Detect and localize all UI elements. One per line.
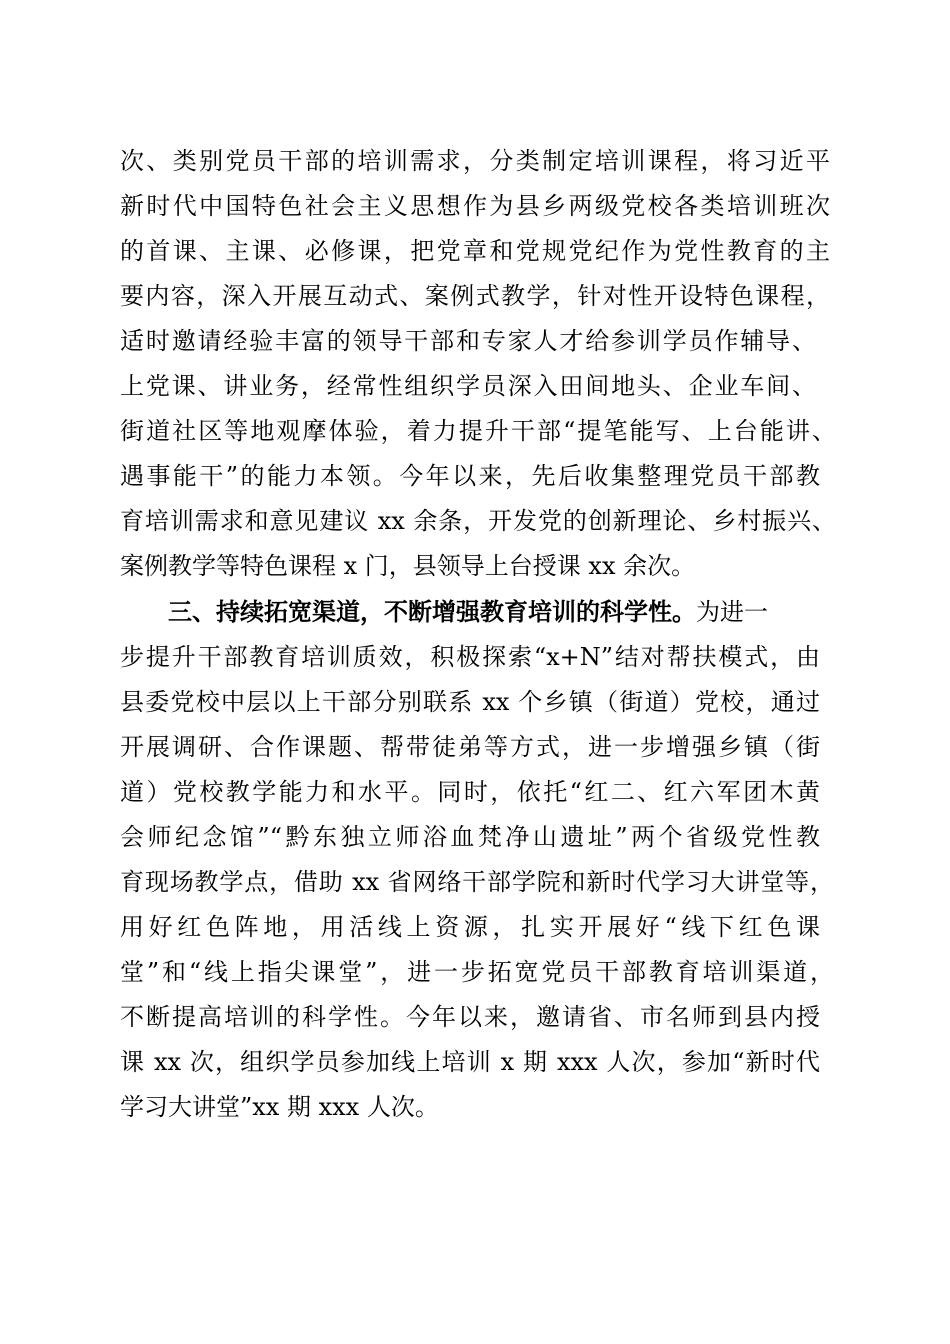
paragraph-line: 的首课、主课、必修课，把党章和党规党纪作为党性教育的主 <box>120 237 830 265</box>
paragraph-line: 堂”和“线上指尖课堂”，进一步拓宽党员干部教育培训渠道， <box>120 958 834 986</box>
paragraph-line: 不断提高培训的科学性。今年以来，邀请省、市名师到县内授 <box>120 1003 820 1031</box>
paragraph-line: 课 xx 次，组织学员参加线上培训 x 期 xxx 人次，参加“新时代 <box>120 1048 820 1076</box>
section-heading-line <box>168 592 828 632</box>
paragraph-line: 县委党校中层以上干部分别联系 xx 个乡镇（街道）党校，通过 <box>120 688 820 716</box>
paragraph-line: 案例教学等特色课程 x 门，县领导上台授课 xx 余次。 <box>120 552 696 580</box>
paragraph-line: 开展调研、合作课题、帮带徒弟等方式，进一步增强乡镇（街 <box>120 733 820 761</box>
paragraph-line: 育现场教学点，借助 xx 省网络干部学院和新时代学习大讲堂等， <box>120 868 834 896</box>
paragraph-line: 上党课、讲业务，经常性组织学员深入田间地头、企业车间、 <box>120 372 816 400</box>
paragraph-line: 道）党校教学能力和水平。同时，依托“红二、红六军团木黄 <box>120 778 820 806</box>
section-heading-continuation: 为进一 <box>696 598 768 626</box>
section-heading: 三、持续拓宽渠道，不断增强教育培训的科学性。 <box>168 597 696 626</box>
paragraph-line: 学习大讲堂”xx 期 xxx 人次。 <box>120 1093 439 1121</box>
paragraph-line: 育培训需求和意见建议 xx 余条，开发党的创新理论、乡村振兴、 <box>120 507 836 535</box>
paragraph-line: 会师纪念馆”“黔东独立师浴血梵净山遗址”两个省级党性教 <box>120 823 820 851</box>
paragraph-line: 要内容，深入开展互动式、案例式教学，针对性开设特色课程， <box>120 282 830 310</box>
paragraph-line: 遇事能干”的能力本领。今年以来，先后收集整理党员干部教 <box>120 462 820 490</box>
paragraph-line: 次、类别党员干部的培训需求，分类制定培训课程，将习近平 <box>120 147 830 175</box>
paragraph-line: 适时邀请经验丰富的领导干部和专家人才给参训学员作辅导、 <box>120 327 816 355</box>
paragraph-line: 新时代中国特色社会主义思想作为县乡两级党校各类培训班次 <box>120 192 830 220</box>
paragraph-line: 街道社区等地观摩体验，着力提升干部“提笔能写、上台能讲、 <box>120 417 836 445</box>
paragraph-line: 步提升干部教育培训质效，积极探索“x+N”结对帮扶模式，由 <box>120 643 820 671</box>
paragraph-line: 用好红色阵地，用活线上资源，扎实开展好“线下红色课 <box>120 913 820 941</box>
